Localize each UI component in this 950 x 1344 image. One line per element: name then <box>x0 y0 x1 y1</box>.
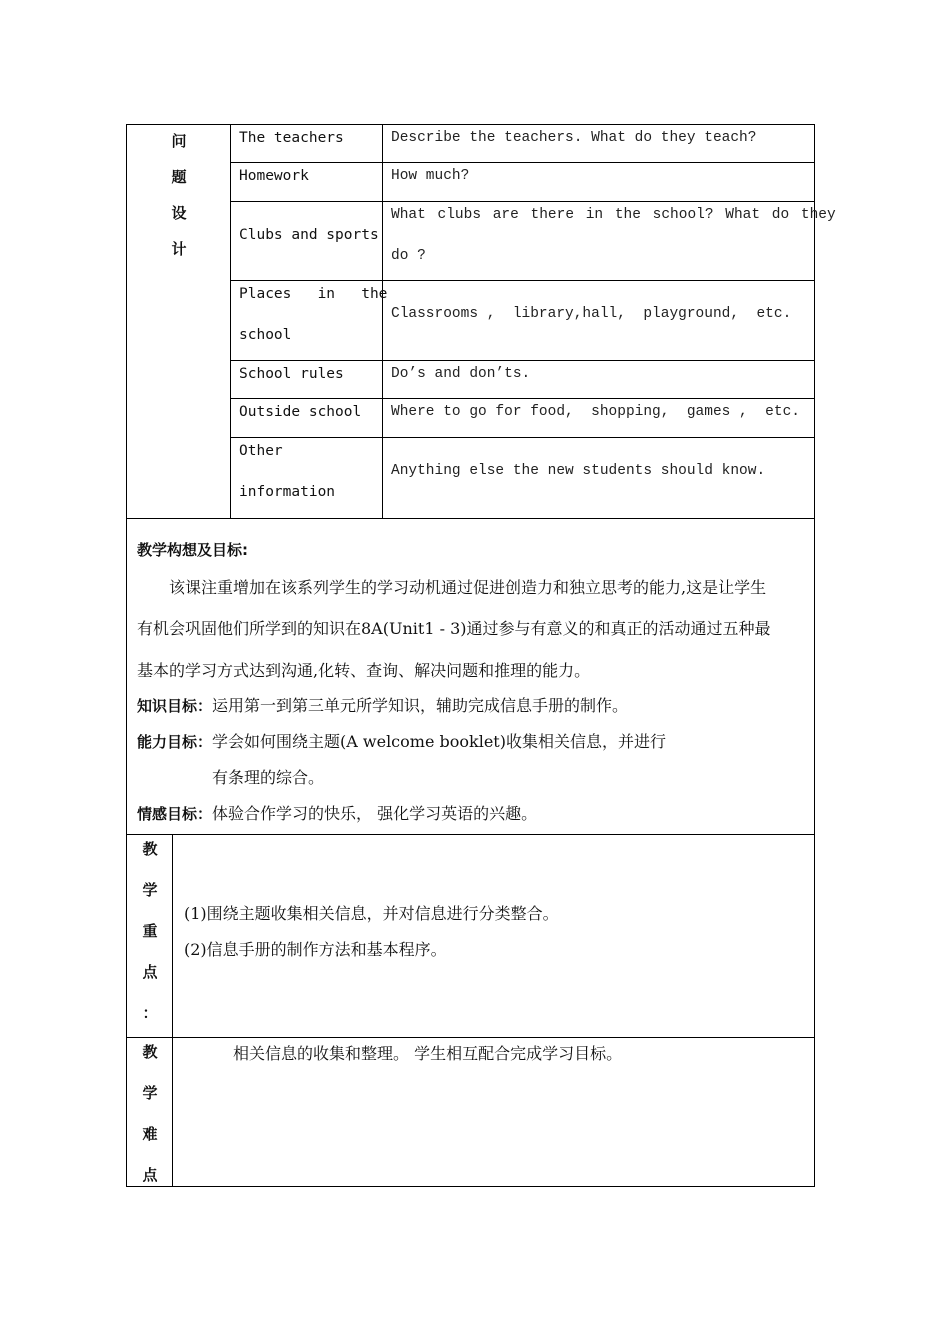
label-char: 教 <box>142 840 158 858</box>
topic-text: Outside school <box>239 404 362 420</box>
description-cell <box>383 163 814 201</box>
difficulties-section <box>127 1038 814 1186</box>
topic-text: Other <box>239 443 283 459</box>
label-char: 学 <box>142 881 158 899</box>
goals-paragraph-line: 基本的学习方式达到沟通,化转、查询、解决问题和推理的能力。 <box>137 661 591 680</box>
description-cell <box>383 125 814 162</box>
label-char: 重 <box>142 922 158 940</box>
topic-text: information <box>239 484 336 500</box>
topic-cell <box>231 163 383 201</box>
knowledge-goal-label: 知识目标： <box>137 697 213 715</box>
table-row <box>231 438 814 518</box>
key-point-item: (2)信息手册的制作方法和基本程序。 <box>184 940 447 959</box>
teaching-goals-section <box>127 519 814 835</box>
key-points-label <box>127 835 173 1037</box>
goals-paragraph-line: 有机会巩固他们所学到的知识在8A(Unit1 - 3)通过参与有意义的和真正的活动通过五种最 <box>137 619 771 638</box>
description-text: Anything else the new students should know. <box>391 463 766 479</box>
table-row <box>231 202 836 281</box>
key-points-section <box>127 835 814 1038</box>
topic-cell <box>231 399 383 437</box>
topic-cell <box>231 281 388 360</box>
topic-text: Clubs and sports <box>239 227 379 243</box>
topic-text: Places in the <box>239 286 388 302</box>
label-char: 学 <box>142 1084 158 1102</box>
topic-text: The teachers <box>239 130 344 146</box>
label-char: 问 <box>171 132 187 150</box>
topic-cell <box>231 125 383 162</box>
label-char: 难 <box>142 1125 158 1143</box>
table-row <box>231 125 814 163</box>
table-row <box>231 399 814 438</box>
description-text: What clubs are there in the school? What do they <box>391 207 836 223</box>
ability-goal-label: 能力目标： <box>137 733 213 751</box>
ability-goal-continuation: 有条理的综合。 <box>212 768 325 787</box>
table-row <box>231 281 814 361</box>
label-char: 设 <box>171 204 187 222</box>
description-cell <box>383 202 836 280</box>
key-point-item: (1)围绕主题收集相关信息，并对信息进行分类整合。 <box>184 904 559 923</box>
label-char: ： <box>142 1004 158 1022</box>
knowledge-goal-text: 运用第一到第三单元所学知识，辅助完成信息手册的制作。 <box>212 696 629 715</box>
topic-cell <box>231 202 383 280</box>
topic-text: School rules <box>239 366 344 382</box>
description-text: Where to go for food, shopping, games , etc. <box>391 404 800 420</box>
table-row <box>231 163 814 202</box>
topic-text: school <box>239 327 292 343</box>
question-design-section <box>127 125 836 519</box>
label-char: 点 <box>142 1166 158 1184</box>
ability-goal <box>137 729 666 752</box>
goals-paragraph-line: 该课注重增加在该系列学生的学习动机通过促进创造力和独立思考的能力,这是让学生 <box>169 578 767 597</box>
description-text: Describe the teachers. What do they teach? <box>391 130 757 146</box>
description-cell <box>383 281 814 360</box>
emotion-goal-text: 体验合作学习的快乐， 强化学习英语的兴趣。 <box>212 804 538 823</box>
topic-cell <box>231 438 383 518</box>
table-row <box>231 361 814 399</box>
lesson-plan-table <box>126 124 836 1187</box>
goals-heading: 教学构想及目标: <box>137 541 248 559</box>
topic-cell <box>231 361 383 398</box>
difficulties-text: 相关信息的收集和整理。 学生相互配合完成学习目标。 <box>233 1044 623 1063</box>
description-cell <box>383 361 814 398</box>
label-char: 计 <box>171 240 187 258</box>
ability-goal-text: 学会如何围绕主题(A welcome booklet)收集相关信息，并进行 <box>212 732 666 751</box>
knowledge-goal <box>137 693 628 716</box>
description-text: do ? <box>391 248 426 264</box>
description-cell <box>383 438 814 518</box>
description-text: How much? <box>391 168 470 184</box>
emotion-goal-label: 情感目标： <box>137 805 213 823</box>
topic-text: Homework <box>239 168 309 184</box>
description-text: Classrooms , library,hall, playground, etc. <box>391 306 792 322</box>
description-text: Do’s and don’ts. <box>391 366 531 382</box>
label-char: 题 <box>171 168 187 186</box>
difficulties-label <box>127 1038 173 1186</box>
emotion-goal <box>137 801 537 824</box>
question-design-label <box>127 125 231 518</box>
label-char: 点 <box>142 963 158 981</box>
description-cell <box>383 399 814 437</box>
label-char: 教 <box>142 1043 158 1061</box>
